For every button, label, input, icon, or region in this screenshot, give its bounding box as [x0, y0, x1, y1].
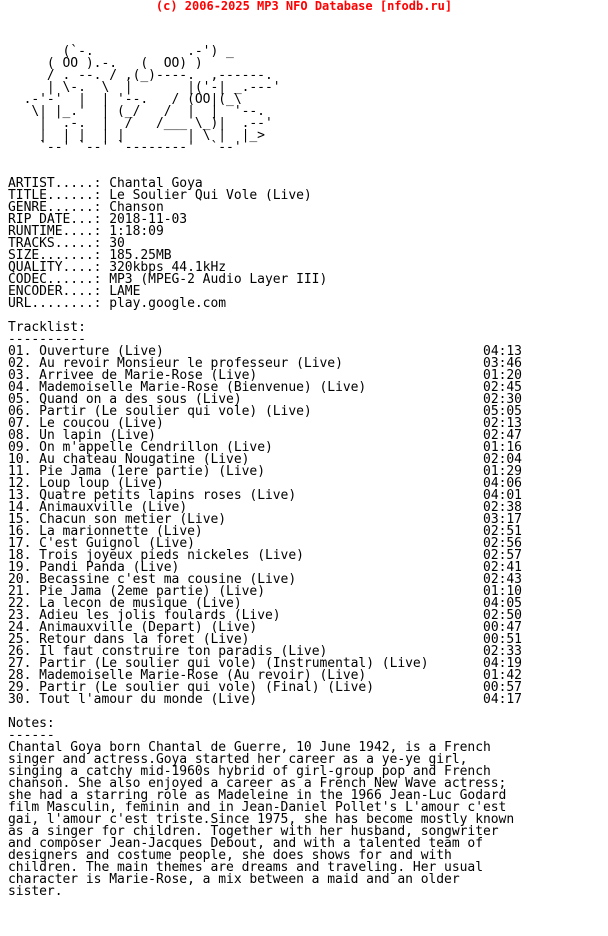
track-title: Trois joyeux pieds nickeles (Live) — [39, 548, 304, 563]
track-number: 05. — [8, 392, 32, 407]
track-duration: 02:38 — [483, 500, 522, 515]
track-title: Il faut construire ton paradis (Live) — [39, 644, 328, 659]
info-line: TRACKS.....: 30 — [8, 236, 125, 251]
track-title: Partir (Le soulier qui vole) (Instrumental) (Live) — [39, 656, 429, 671]
track-title: Becassine c'est ma cousine (Live) — [39, 572, 297, 587]
track-title: Quatre petits lapins roses (Live) — [39, 488, 297, 503]
notes-line: film Masculin, feminin and in Jean-Daniel Pollet's L'amour c'est — [8, 800, 507, 815]
track-number: 22. — [8, 596, 32, 611]
track-duration: 04:19 — [483, 656, 522, 671]
track-title: Quand on a des sous (Live) — [39, 392, 242, 407]
track-duration: 02:51 — [483, 524, 522, 539]
logo-line: | \-. \ | |('-| _.---' — [8, 80, 281, 95]
track-title: Mademoiselle Marie-Rose (Bienvenue) (Live) — [39, 380, 367, 395]
track-number: 04. — [8, 380, 32, 395]
track-number: 28. — [8, 668, 32, 683]
notes-line: she had a starring role as Madeleine in the 1966 Jean-Luc Godard — [8, 788, 507, 803]
ascii-logo — [8, 46, 522, 154]
logo-line: .-'-' | | '--. / (OO|(_\ — [8, 92, 242, 107]
track-duration: 02:47 — [483, 428, 522, 443]
track-title: Adieu les jolis foulards (Live) — [39, 608, 281, 623]
track-title: Animauxville (Depart) (Live) — [39, 620, 258, 635]
logo-line: | .-. | / /___ \_)| .--' — [8, 116, 273, 131]
track-title: Au chateau Nougatine (Live) — [39, 452, 250, 467]
track-duration: 02:56 — [483, 536, 522, 551]
tracklist-heading: Tracklist: — [8, 320, 86, 335]
track-duration: 02:50 — [483, 608, 522, 623]
track-number: 25. — [8, 632, 32, 647]
track-number: 10. — [8, 452, 32, 467]
track-title: Pie Jama (2eme partie) (Live) — [39, 584, 265, 599]
track-duration: 02:41 — [483, 560, 522, 575]
track-title: Tout l'amour du monde (Live) — [39, 692, 258, 707]
track-number: 19. — [8, 560, 32, 575]
info-line: ENCODER....: LAME — [8, 284, 141, 299]
track-number: 18. — [8, 548, 32, 563]
track-duration: 02:43 — [483, 572, 522, 587]
release-info — [8, 178, 522, 310]
track-title: Chacun son metier (Live) — [39, 512, 227, 527]
track-title: La marionnette (Live) — [39, 524, 203, 539]
track-duration: 02:57 — [483, 548, 522, 563]
notes-line: singing a catchy mid-1960s hybrid of girl-group pop and French — [8, 764, 491, 779]
track-duration: 01:29 — [483, 464, 522, 479]
track-title: Ouverture (Live) — [39, 344, 164, 359]
track-title: C'est Guignol (Live) — [39, 536, 195, 551]
track-duration: 01:10 — [483, 584, 522, 599]
info-line: GENRE......: Chanson — [8, 200, 164, 215]
notes-line: gai, l'amour c'est triste.Since 1975, she has become mostly known — [8, 812, 515, 827]
track-duration: 02:13 — [483, 416, 522, 431]
track-number: 17. — [8, 536, 32, 551]
track-duration: 03:17 — [483, 512, 522, 527]
track-number: 06. — [8, 404, 32, 419]
logo-line: ( OO ).-. ( OO) ) — [8, 56, 203, 71]
track-duration: 04:01 — [483, 488, 522, 503]
notes-text — [8, 742, 522, 898]
track-title: Le coucou (Live) — [39, 416, 164, 431]
notes-heading: Notes: — [8, 716, 55, 731]
track-title: La lecon de musique (Live) — [39, 596, 242, 611]
track-title: Pie Jama (1ere partie) (Live) — [39, 464, 265, 479]
track-title: Partir (Le soulier qui vole) (Live) — [39, 404, 312, 419]
tracklist-rule: ---------- — [8, 332, 86, 347]
track-duration: 00:47 — [483, 620, 522, 635]
info-line: ARTIST.....: Chantal Goya — [8, 176, 203, 191]
info-line: TITLE......: Le Soulier Qui Vole (Live) — [8, 188, 312, 203]
track-duration: 01:42 — [483, 668, 522, 683]
info-line: CODEC......: MP3 (MPEG-2 Audio Layer III) — [8, 272, 328, 287]
logo-line: (`-. .-') _ — [8, 44, 234, 59]
track-number: 16. — [8, 524, 32, 539]
track-duration: 04:06 — [483, 476, 522, 491]
notes-rule: ------ — [8, 728, 55, 743]
track-title: On m'appelle Cendrillon (Live) — [39, 440, 273, 455]
track-title: Animauxville (Live) — [39, 500, 188, 515]
tracklist — [8, 346, 522, 706]
notes-line: Chantal Goya born Chantal de Guerre, 10 June 1942, is a French — [8, 740, 491, 755]
track-duration: 01:20 — [483, 368, 522, 383]
track-title: Partir (Le soulier qui vole) (Final) (Live) — [39, 680, 374, 695]
track-number: 07. — [8, 416, 32, 431]
notes-line: character is Marie-Rose, a mix between a maid and an older — [8, 872, 460, 887]
track-number: 08. — [8, 428, 32, 443]
track-number: 11. — [8, 464, 32, 479]
info-line: RIP DATE...: 2018-11-03 — [8, 212, 188, 227]
track-number: 13. — [8, 488, 32, 503]
track-title: Mademoiselle Marie-Rose (Au revoir) (Live) — [39, 668, 367, 683]
info-line: SIZE.......: 185.25MB — [8, 248, 172, 263]
track-title: Arrivee de Marie-Rose (Live) — [39, 368, 258, 383]
track-number: 02. — [8, 356, 32, 371]
track-number: 29. — [8, 680, 32, 695]
track-title: Au revoir Monsieur le professeur (Live) — [39, 356, 343, 371]
track-duration: 01:16 — [483, 440, 522, 455]
notes-line: and composer Jean-Jacques Debout, and with a talented team of — [8, 836, 483, 851]
track-title: Loup loup (Live) — [39, 476, 164, 491]
notes-line: sister. — [8, 884, 63, 899]
notes-line: chanson. She also enjoyed a career as a French New Wave actress; — [8, 776, 507, 791]
track-number: 27. — [8, 656, 32, 671]
nfo-text — [8, 22, 522, 898]
logo-line: `--' `--' `--------' `--' — [8, 140, 242, 155]
logo-line: \| |_.' | (_/ / | | '--. — [8, 104, 265, 119]
info-line: URL........: play.google.com — [8, 296, 227, 311]
track-duration: 03:46 — [483, 356, 522, 371]
site-header: (c) 2006-2025 MP3 NFO Database [nfodb.ru] — [155, 0, 453, 13]
notes-line: children. The main themes are dreams and traveling. Her usual — [8, 860, 483, 875]
notes-line: singer and actress.Goya started her career as a ye-ye girl, — [8, 752, 468, 767]
track-duration: 02:45 — [483, 380, 522, 395]
track-duration: 02:04 — [483, 452, 522, 467]
track-number: 30. — [8, 692, 32, 707]
track-duration: 04:05 — [483, 596, 522, 611]
track-title: Retour dans la foret (Live) — [39, 632, 250, 647]
track-duration: 02:30 — [483, 392, 522, 407]
track-number: 24. — [8, 620, 32, 635]
logo-line: / . --. / ,(_)----. ,------. — [8, 68, 273, 83]
notes-line: as a singer for children. Together with her husband, songwriter — [8, 824, 499, 839]
track-duration: 05:05 — [483, 404, 522, 419]
logo-line: | | | | | | \ | |_> — [8, 128, 265, 143]
info-line: QUALITY....: 320kbps 44.1kHz — [8, 260, 227, 275]
track-duration: 00:51 — [483, 632, 522, 647]
track-title: Un lapin (Live) — [39, 428, 156, 443]
track-number: 21. — [8, 584, 32, 599]
track-duration: 00:57 — [483, 680, 522, 695]
track-number: 26. — [8, 644, 32, 659]
track-number: 15. — [8, 512, 32, 527]
track-row — [8, 694, 522, 706]
track-duration: 04:17 — [483, 692, 522, 707]
track-number: 23. — [8, 608, 32, 623]
track-number: 12. — [8, 476, 32, 491]
track-number: 20. — [8, 572, 32, 587]
track-duration: 02:33 — [483, 644, 522, 659]
track-number: 03. — [8, 368, 32, 383]
track-number: 01. — [8, 344, 32, 359]
track-title: Pandi Panda (Live) — [39, 560, 180, 575]
track-number: 14. — [8, 500, 32, 515]
notes-line: designers and costume people, she does shows for and with — [8, 848, 452, 863]
info-line: RUNTIME....: 1:18:09 — [8, 224, 164, 239]
track-duration: 04:13 — [483, 344, 522, 359]
track-number: 09. — [8, 440, 32, 455]
